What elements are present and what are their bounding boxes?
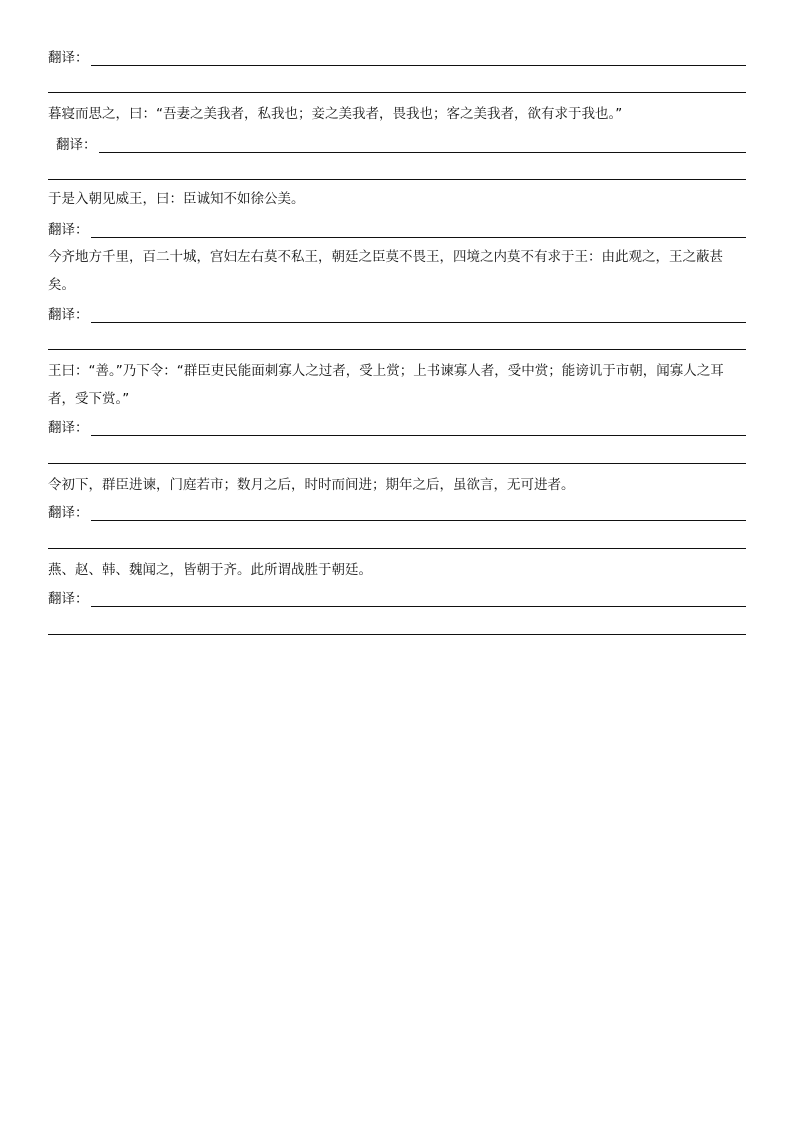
answer-line[interactable]	[48, 634, 746, 635]
translation-row	[48, 44, 746, 66]
answer-line[interactable]	[91, 435, 747, 436]
answer-line[interactable]	[48, 463, 746, 464]
translation-row	[48, 301, 746, 323]
answer-line[interactable]	[48, 92, 746, 93]
answer-line[interactable]	[91, 65, 747, 66]
translation-row	[48, 414, 746, 436]
answer-line[interactable]	[91, 237, 747, 238]
translation-label: 翻译：	[48, 591, 89, 607]
passage-text: 燕、赵、韩、魏闻之，皆朝于齐。此所谓战胜于朝廷。	[48, 562, 372, 578]
passage-text: 王曰：“善。”乃下令：“群臣吏民能面刺寡人之过者，受上赏；上书谏寡人者，受中赏；能谤讥于市朝，闻寡人之耳者，受下赏。”	[48, 363, 724, 407]
answer-line[interactable]	[48, 548, 746, 549]
translation-row	[56, 131, 746, 153]
translation-row	[48, 499, 746, 521]
answer-line[interactable]	[91, 520, 747, 521]
translation-label: 翻译：	[56, 137, 97, 153]
answer-line[interactable]	[48, 179, 746, 180]
passage-text: 令初下，群臣进谏，门庭若市；数月之后，时时而间进；期年之后，虽欲言，无可进者。	[48, 477, 575, 493]
translation-row	[48, 585, 746, 607]
passage-text: 于是入朝见威王，曰：臣诚知不如徐公美。	[48, 191, 305, 207]
translation-label: 翻译：	[48, 505, 89, 521]
answer-line[interactable]	[99, 152, 747, 153]
translation-label: 翻译：	[48, 50, 89, 66]
translation-label: 翻译：	[48, 307, 89, 323]
passage-text: 暮寝而思之，曰：“吾妻之美我者，私我也；妾之美我者，畏我也；客之美我者，欲有求于我也。”	[48, 106, 623, 122]
answer-line[interactable]	[91, 322, 747, 323]
translation-label: 翻译：	[48, 420, 89, 436]
translation-label: 翻译：	[48, 222, 89, 238]
passage-text: 今齐地方千里，百二十城，宫妇左右莫不私王，朝廷之臣莫不畏王，四境之内莫不有求于王：由此观之，王之蔽甚矣。	[48, 249, 723, 293]
answer-line[interactable]	[48, 349, 746, 350]
translation-row	[48, 216, 746, 238]
answer-line[interactable]	[91, 606, 747, 607]
